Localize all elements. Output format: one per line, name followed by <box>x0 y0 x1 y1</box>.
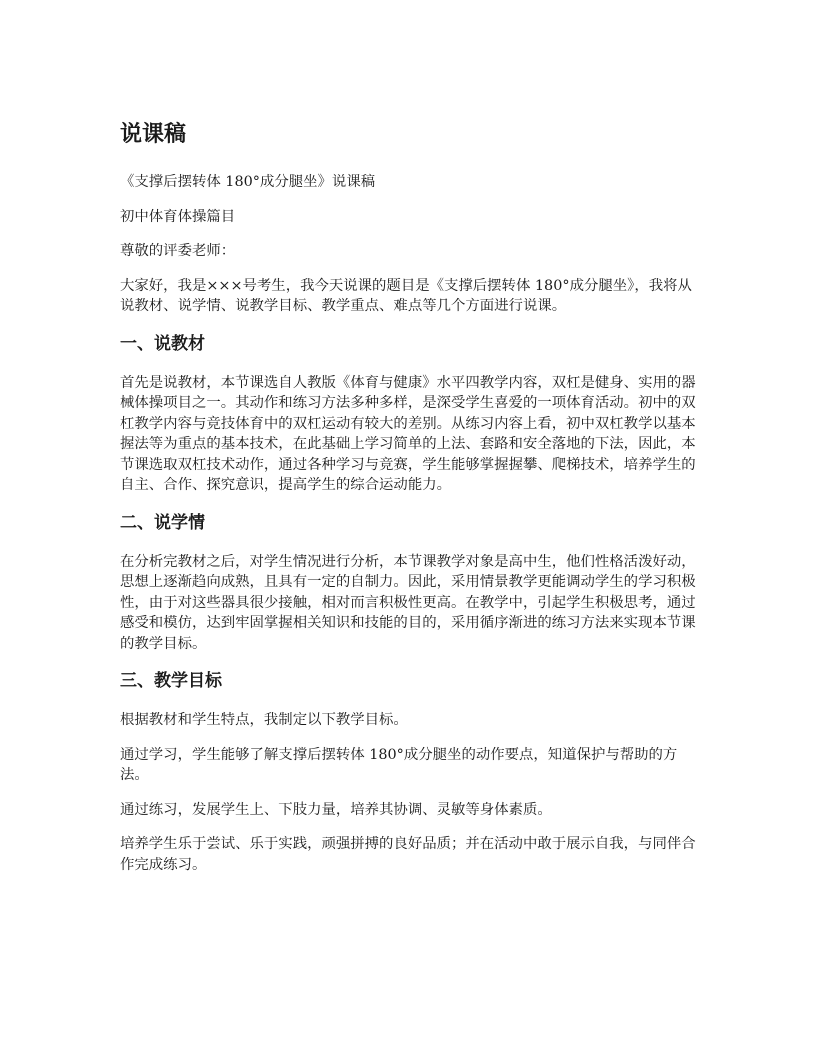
document-body <box>120 118 700 889</box>
section-heading-students: 二、说学情 <box>120 512 205 533</box>
opening-paragraph: 大家好，我是×××号考生，我今天说课的题目是《支撑后摆转体 180°成分腿坐》，我将从说教材、说学情、说教学目标、教学重点、难点等几个方面进行说课。 <box>120 277 692 314</box>
greeting-line: 尊敬的评委老师： <box>120 243 236 259</box>
objective-paragraph: 通过练习，发展学生上、下肢力量，培养其协调、灵敏等身体素质。 <box>120 801 552 818</box>
objective-paragraph: 培养学生乐于尝试、乐于实践，顽强拼搏的良好品质；并在活动中敢于展示自我，与同伴合作完成练习。 <box>120 836 696 873</box>
lesson-title-line: 《支撑后摆转体 180°成分腿坐》说课稿 <box>120 174 376 190</box>
document-title: 说课稿 <box>120 122 187 147</box>
objective-paragraph: 通过学习，学生能够了解支撑后摆转体 180°成分腿坐的动作要点，知道保护与帮助的方法。 <box>120 746 678 783</box>
section-paragraph: 在分析完教材之后，对学生情况进行分析，本节课教学对象是高中生，他们性格活泼好动，思想上逐渐趋向成熟，且具有一定的自制力。因此，采用情景教学更能调动学生的学习积极性，由于对这些器具很少接触，相对而言积极性更高。在教学中，引起学生积极思考，通过感受和模仿，达到牢固掌握相关知识和技能的目的，采用循序渐进的练习方法来实现本节课的教学目标。 <box>120 553 696 652</box>
section-heading-textbook: 一、说教材 <box>120 333 205 354</box>
section-paragraph: 根据教材和学生特点，我制定以下教学目标。 <box>120 712 408 728</box>
section-heading-objectives: 三、教学目标 <box>120 671 222 691</box>
section-paragraph: 首先是说教材，本节课选自人教版《体育与健康》水平四教学内容，双杠是健身、实用的器械体操项目之一。其动作和练习方法多种多样，是深受学生喜爱的一项体育活动。初中的双杠教学内容与竞技体育中的双杠运动有较大的差别。从练习内容上看，初中双杠教学以基本握法等为重点的基本技术，在此基础上学习简单的上法、套路和安全落地的下法，因此，本节课选取双杠技术动作，通过各种学习与竞赛，学生能够掌握握攀、爬梯技术，培养学生的自主、合作、探究意识，提高学生的综合运动能力。 <box>120 374 696 493</box>
subject-line: 初中体育体操篇目 <box>120 208 236 225</box>
